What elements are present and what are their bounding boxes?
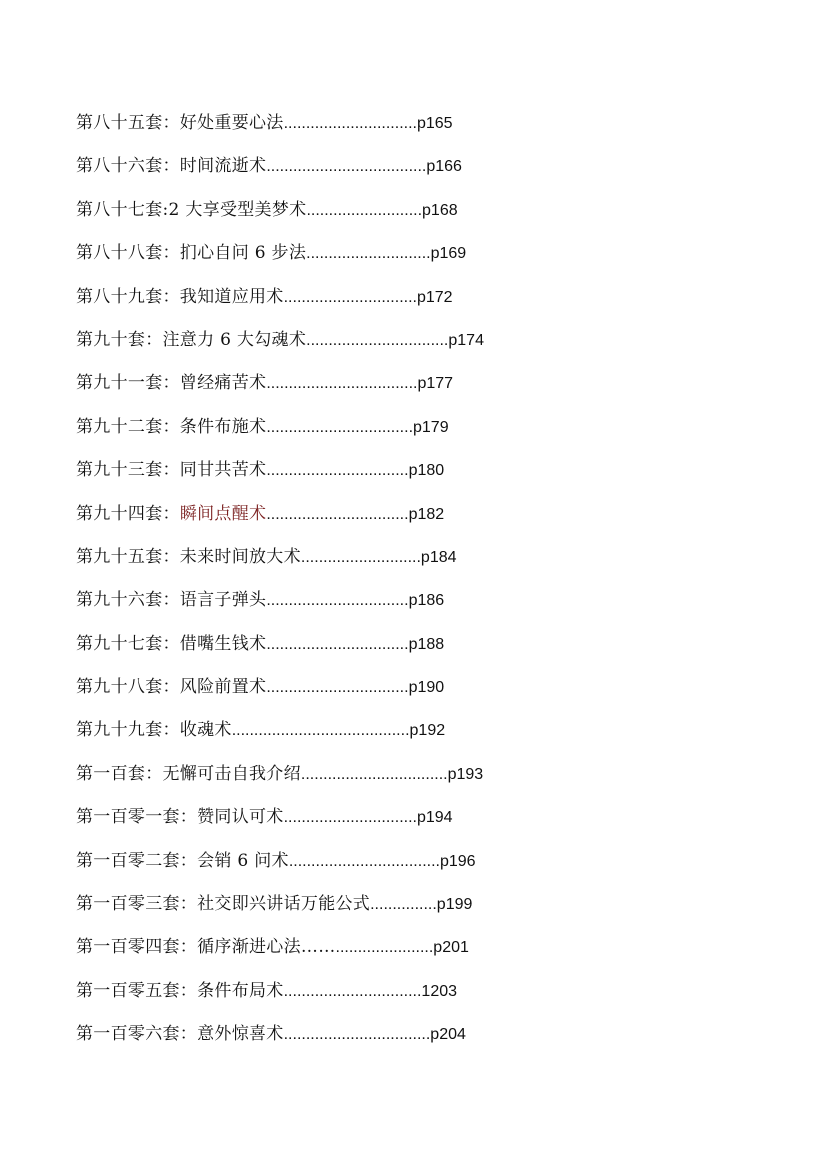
toc-entry-title: 第一百零二套：会销 6 问术 xyxy=(76,850,289,871)
toc-entry-page: ..........................p168 xyxy=(306,201,458,219)
toc-entry-page: ..................................p196 xyxy=(288,852,476,870)
toc-entry-90 xyxy=(76,327,484,370)
toc-entry-102 xyxy=(76,848,484,891)
toc-entry-93 xyxy=(76,457,484,500)
toc-entry-title: 第九十七套：借嘴生钱术 xyxy=(76,633,267,654)
toc-entry-page: ..............................p194 xyxy=(283,809,453,827)
toc-entry-86 xyxy=(76,153,484,196)
toc-entry-title: 第九十三套：同甘共苦术 xyxy=(76,460,267,481)
toc-entry-106 xyxy=(76,1021,484,1064)
toc-entry-page: .................................p204 xyxy=(283,1026,466,1044)
toc-entry-page: ................................p188 xyxy=(266,635,445,653)
toc-entry-92 xyxy=(76,414,484,457)
toc-entry-title: 第九十五套：未来时间放大术 xyxy=(76,546,301,567)
toc-entry-title: 第九十套：注意力 6 大勾魂术 xyxy=(76,329,307,350)
toc-entry-104 xyxy=(76,934,484,977)
toc-entry-100 xyxy=(76,761,484,804)
toc-entry-title: 第一百零六套：意外惊喜术 xyxy=(76,1024,284,1045)
toc-entry-98 xyxy=(76,674,484,717)
toc-entry-title: 第八十六套：时间流逝术 xyxy=(76,156,267,177)
toc-entry-title: 第一百零五套：条件布局术 xyxy=(76,980,284,1001)
toc-entry-101 xyxy=(76,804,484,847)
toc-entry-87 xyxy=(76,197,484,240)
toc-entry-title: 第一百零三套：社交即兴讲话万能公式 xyxy=(76,894,371,915)
toc-entry-105 xyxy=(76,978,484,1021)
toc-entry-title: 第九十九套：收魂术 xyxy=(76,720,232,741)
toc-entry-title: 第一百零一套：赞同认可术 xyxy=(76,807,284,828)
toc-entry-page: ................................p186 xyxy=(266,592,445,610)
toc-entry-page: ........................................p192 xyxy=(231,722,446,740)
toc-entry-page: ................................p190 xyxy=(266,679,445,697)
toc-entry-title: 第九十二套：条件布施术 xyxy=(76,416,267,437)
toc-entry-99 xyxy=(76,717,484,760)
toc-entry-page: ......................p201 xyxy=(335,939,469,957)
toc-entry-page: ................................p174 xyxy=(306,331,484,349)
toc-entry-page: ................................p182 xyxy=(266,505,445,523)
toc-entry-title: 第一百套：无懈可击自我介绍 xyxy=(76,763,301,784)
toc-entry-title: 第一百零四套：循序渐进心法…… xyxy=(76,937,336,958)
toc-entry-title: 第八十七套:2 大享受型美梦术 xyxy=(76,199,307,220)
toc-entry-97 xyxy=(76,631,484,674)
toc-entry-page: ...........................p184 xyxy=(300,548,457,566)
toc-entry-title: 第八十九套：我知道应用术 xyxy=(76,286,284,307)
toc-entry-95 xyxy=(76,544,484,587)
toc-entry-page: ............................p169 xyxy=(306,245,467,263)
toc-entry-page: .................................p193 xyxy=(300,765,484,783)
toc-entry-91 xyxy=(76,370,484,413)
toc-entry-page: ................................p180 xyxy=(266,462,445,480)
toc-entry-94 xyxy=(76,501,484,544)
toc-entry-title: 第八十五套：好处重要心法 xyxy=(76,113,284,133)
toc-entry-prefix: 第九十四套： xyxy=(76,503,180,524)
toc-entry-page: ..............................p172 xyxy=(283,288,453,306)
toc-entry-103 xyxy=(76,891,484,934)
toc-entry-89 xyxy=(76,284,484,327)
toc-entry-page: ..................................p177 xyxy=(266,375,454,393)
toc-entry-page: ..............................p165 xyxy=(283,115,453,132)
toc-entry-title: 第九十六套：语言子弹头 xyxy=(76,590,267,611)
toc-entry-page: ...............p199 xyxy=(370,896,473,914)
toc-entry-page: ....................................p166 xyxy=(266,158,462,176)
toc-entry-page: .................................p179 xyxy=(266,418,449,436)
toc-entry-title: 瞬间点醒术 xyxy=(179,503,267,524)
table-of-contents xyxy=(76,110,484,1065)
toc-entry-page: ...............................1203 xyxy=(283,982,458,1000)
toc-entry-85 xyxy=(76,110,484,153)
toc-entry-96 xyxy=(76,587,484,630)
toc-entry-title: 第九十一套：曾经痛苦术 xyxy=(76,373,267,394)
toc-entry-title: 第九十八套：风险前置术 xyxy=(76,677,267,698)
toc-entry-88 xyxy=(76,240,484,283)
toc-entry-title: 第八十八套：扪心自问 6 步法 xyxy=(76,243,307,264)
